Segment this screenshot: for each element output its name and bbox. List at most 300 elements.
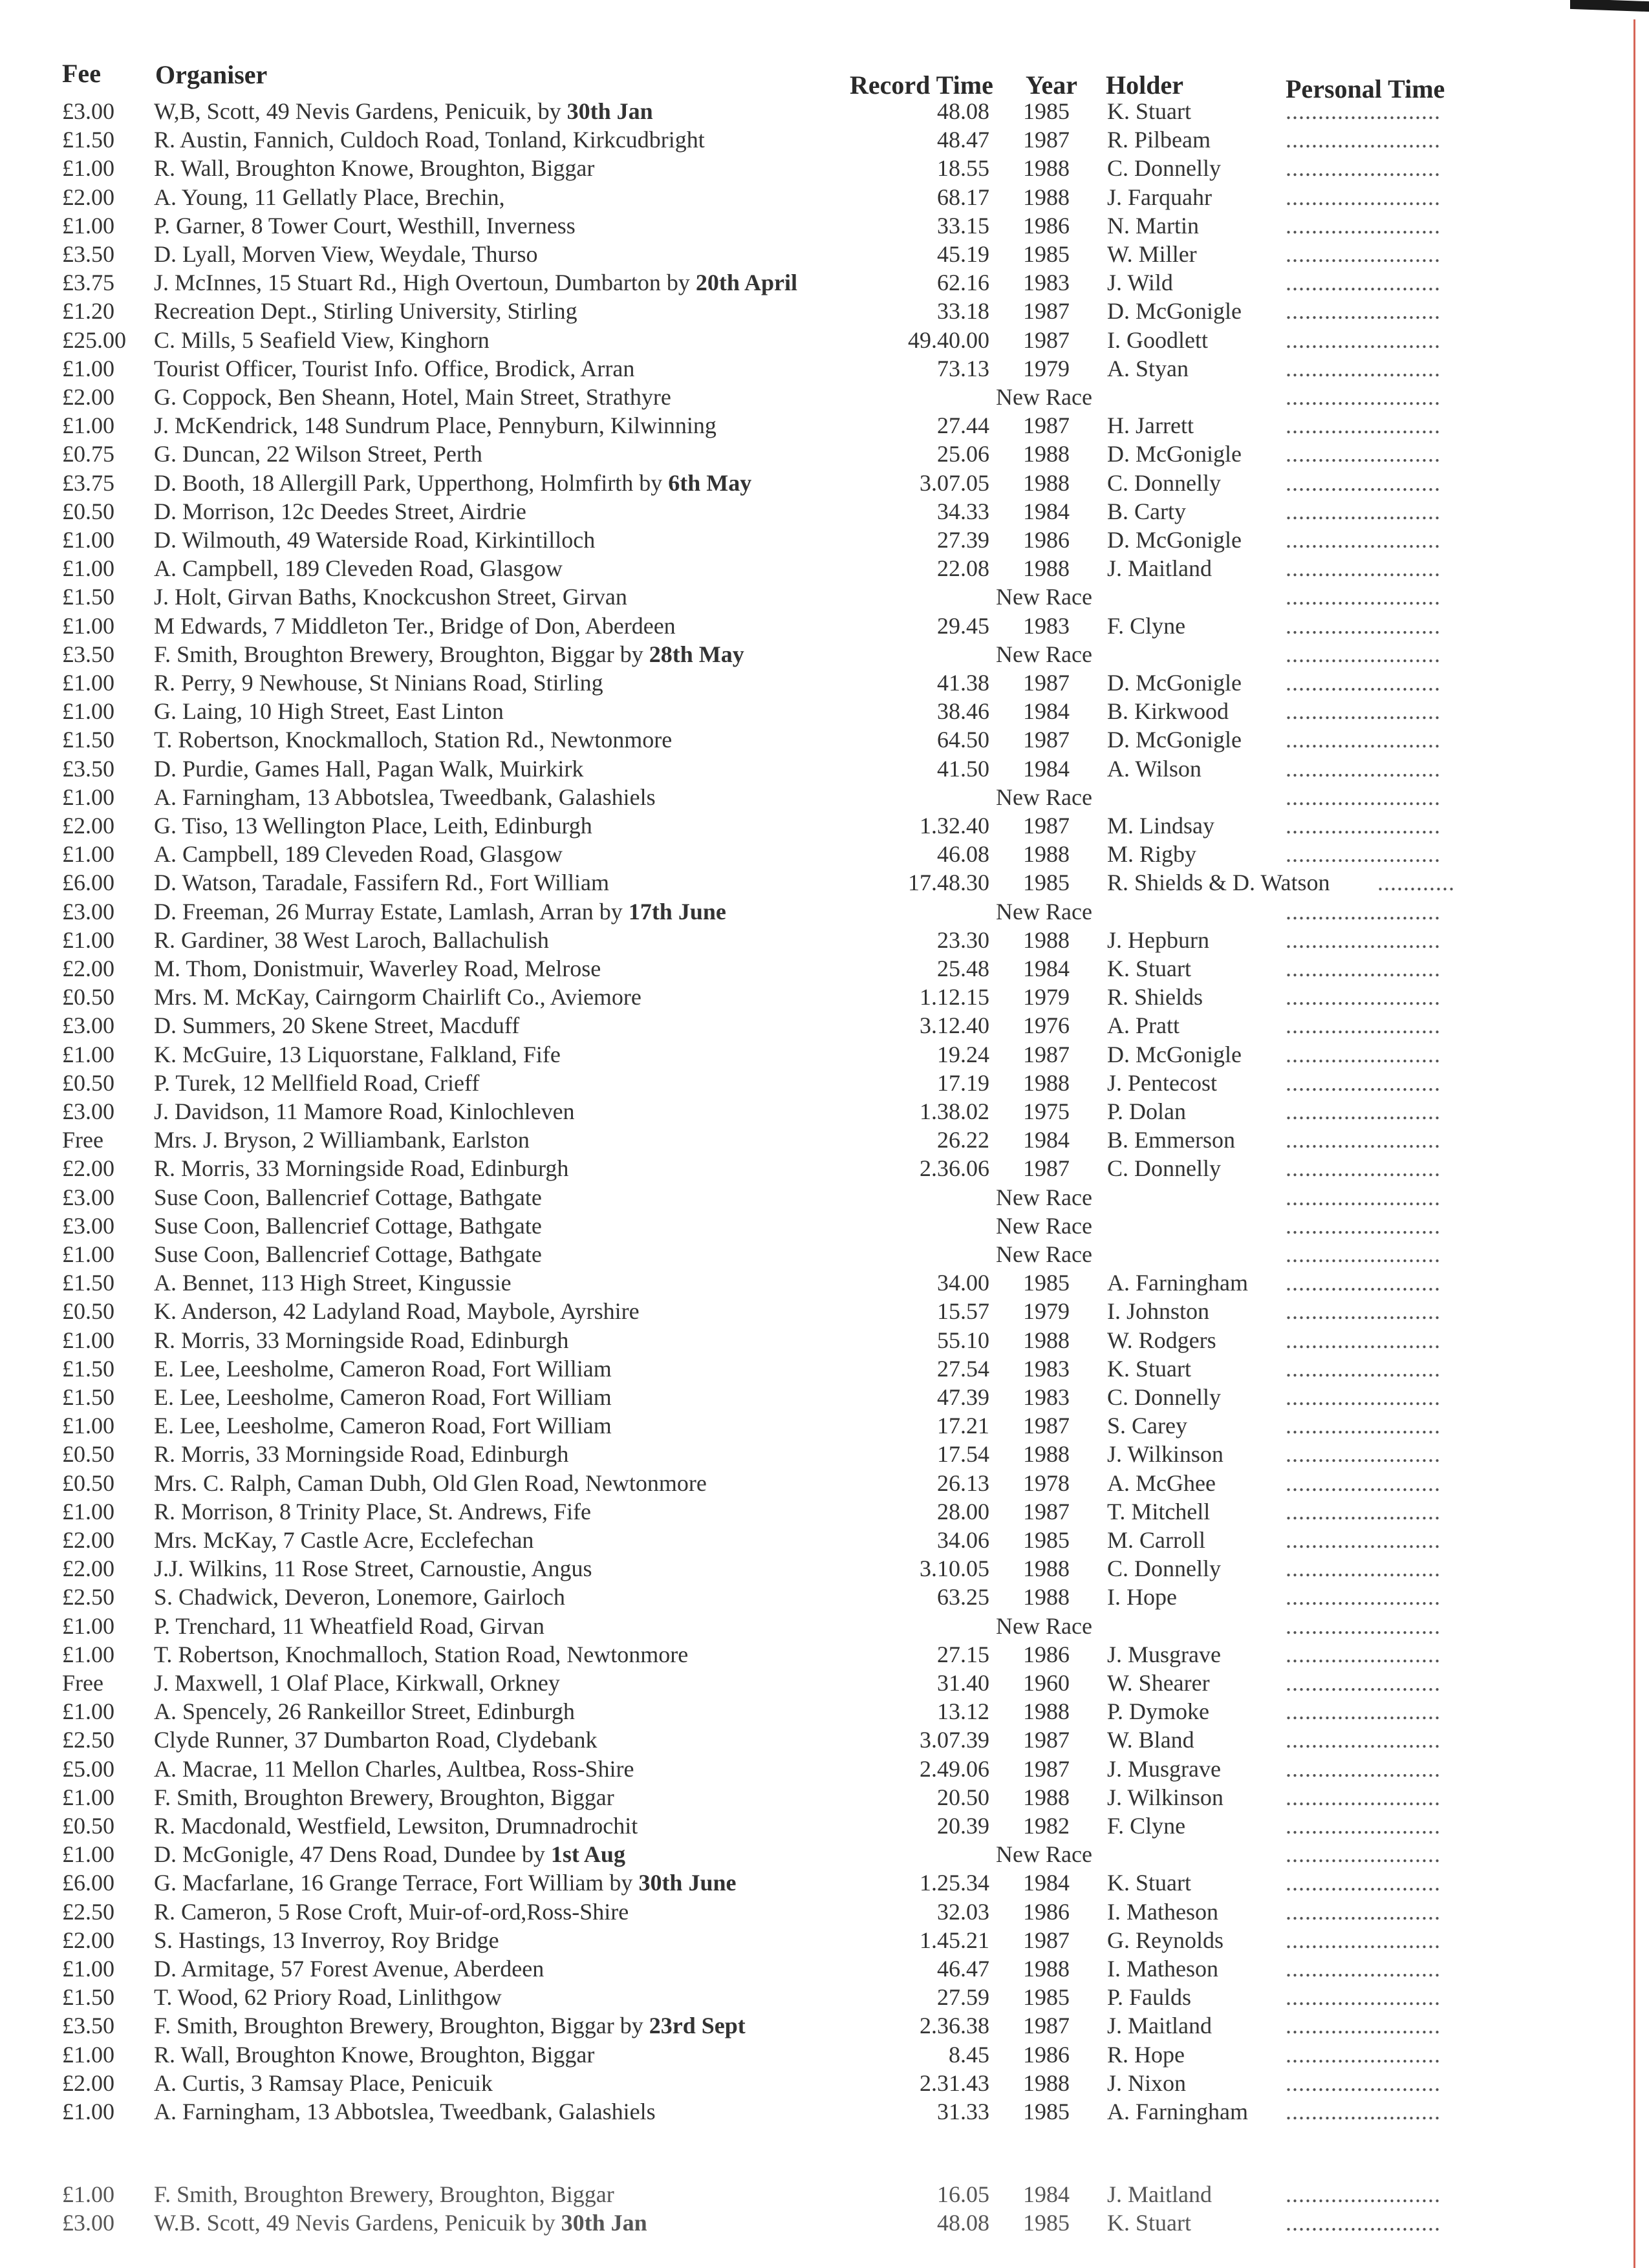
personal-time-field[interactable]: ........................: [1286, 2210, 1441, 2236]
table-row: [0, 1297, 1649, 1325]
record-time-cell: 34.06: [937, 1527, 989, 1553]
personal-time-field[interactable]: ........................: [1286, 1813, 1441, 1839]
personal-time-field[interactable]: ........................: [1286, 756, 1441, 782]
fee-cell: £3.75: [62, 470, 114, 496]
holder-cell: R. Pilbeam: [1107, 127, 1211, 153]
entry-deadline: 30th Jan: [561, 2210, 647, 2236]
organiser-cell: [154, 2180, 614, 2209]
organiser-cell: [154, 1640, 688, 1669]
personal-time-field[interactable]: ........................: [1286, 1098, 1441, 1124]
organiser-text: Mrs. C. Ralph, Caman Dubh, Old Glen Road, Newtonmore: [154, 1470, 707, 1496]
header-year: Year: [1026, 70, 1077, 100]
personal-time-field[interactable]: ........................: [1286, 1899, 1441, 1925]
personal-time-field[interactable]: ........................: [1286, 1327, 1441, 1353]
personal-time-field[interactable]: ........................: [1286, 2042, 1441, 2068]
fee-cell: £1.50: [62, 1270, 114, 1296]
record-time-cell: 15.57: [937, 1298, 989, 1324]
organiser-text: R. Morrison, 8 Trinity Place, St. Andrews, Fife: [154, 1499, 592, 1524]
personal-time-field[interactable]: ........................: [1286, 470, 1441, 496]
entry-deadline: 30th Jan: [566, 98, 653, 124]
record-time-cell: 1.38.02: [920, 1098, 989, 1124]
table-row: [0, 725, 1649, 754]
personal-time-field[interactable]: ........................: [1286, 527, 1441, 553]
personal-time-field[interactable]: ........................: [1286, 584, 1441, 610]
table-row: [0, 811, 1649, 840]
personal-time-field[interactable]: ........................: [1286, 2099, 1441, 2124]
personal-time-field[interactable]: ........................: [1286, 184, 1441, 210]
year-cell: 1987: [1023, 670, 1070, 696]
organiser-text: M Edwards, 7 Middleton Ter., Bridge of Don, Aberdeen: [154, 613, 676, 639]
record-time-cell: 13.12: [937, 1698, 989, 1724]
organiser-cell: [154, 1497, 591, 1526]
fee-cell: £1.00: [62, 841, 114, 867]
fee-cell: £0.50: [62, 1070, 114, 1096]
year-cell: 1983: [1023, 1356, 1070, 1382]
record-time-cell: 1.32.40: [920, 813, 989, 839]
organiser-cell: [154, 1954, 544, 1983]
table-row: [0, 154, 1649, 182]
record-time-cell: 27.15: [937, 1642, 989, 1667]
personal-time-field[interactable]: ........................: [1286, 555, 1441, 581]
personal-time-field[interactable]: ........................: [1286, 841, 1441, 867]
year-cell: 1986: [1023, 527, 1070, 553]
organiser-text: D. Wilmouth, 49 Waterside Road, Kirkintilloch: [154, 527, 596, 553]
organiser-cell: [154, 1297, 640, 1325]
organiser-text: Suse Coon, Ballencrief Cottage, Bathgate: [154, 1213, 542, 1239]
table-row: [0, 983, 1649, 1011]
year-cell: 1983: [1023, 270, 1070, 295]
organiser-text: M. Thom, Donistmuir, Waverley Road, Melrose: [154, 956, 601, 981]
year-cell: 1975: [1023, 1098, 1070, 1124]
fee-cell: £1.00: [62, 1042, 114, 1067]
fee-cell: £1.00: [62, 1499, 114, 1524]
personal-time-field[interactable]: ........................: [1286, 1155, 1441, 1181]
personal-time-field[interactable]: ........................: [1286, 1042, 1441, 1067]
holder-cell: B. Kirkwood: [1107, 698, 1229, 724]
year-cell: 1984: [1023, 698, 1070, 724]
organiser-cell: [154, 669, 603, 697]
organiser-cell: [154, 326, 490, 354]
holder-cell: M. Lindsay: [1107, 813, 1214, 839]
fee-cell: £6.00: [62, 870, 114, 895]
entry-deadline: 28th May: [649, 641, 744, 667]
record-time-cell: 2.31.43: [920, 2070, 989, 2096]
personal-time-field[interactable]: ........................: [1286, 899, 1441, 925]
fee-cell: £1.00: [62, 1956, 114, 1982]
year-cell: 1987: [1023, 1042, 1070, 1067]
record-time-cell: 27.54: [937, 1356, 989, 1382]
organiser-text: R. Morris, 33 Morningside Road, Edinburgh: [154, 1155, 569, 1181]
personal-time-field[interactable]: ........................: [1286, 1670, 1441, 1696]
record-time-cell: 32.03: [937, 1899, 989, 1925]
holder-cell: T. Mitchell: [1107, 1499, 1211, 1524]
personal-time-field[interactable]: ........................: [1286, 1756, 1441, 1782]
table-row: [0, 297, 1649, 325]
year-cell: 1984: [1023, 2181, 1070, 2207]
year-cell: 1985: [1023, 98, 1070, 124]
record-time-cell: 34.33: [937, 498, 989, 524]
fee-cell: £1.00: [62, 356, 114, 381]
table-row: [0, 697, 1649, 725]
year-cell: 1984: [1023, 1870, 1070, 1896]
holder-cell: A. McGhee: [1107, 1470, 1216, 1496]
organiser-text: T. Robertson, Knochmalloch, Station Road, Newtonmore: [154, 1642, 689, 1667]
holder-cell: K. Stuart: [1107, 98, 1191, 124]
holder-cell: C. Donnelly: [1107, 155, 1221, 181]
personal-time-field[interactable]: ........................: [1286, 155, 1441, 181]
organiser-text: F. Smith, Broughton Brewery, Broughton, Biggar by: [154, 2013, 649, 2038]
personal-time-field[interactable]: ........................: [1286, 298, 1441, 324]
year-cell: 1987: [1023, 327, 1070, 353]
table-row: [0, 497, 1649, 526]
fee-cell: £0.50: [62, 1470, 114, 1496]
personal-time-field[interactable]: ........................: [1286, 1870, 1441, 1896]
record-time-cell: 64.50: [937, 727, 989, 753]
year-cell: 1988: [1023, 1956, 1070, 1982]
table-row: [0, 383, 1649, 411]
record-time-cell: 48.08: [937, 2210, 989, 2236]
organiser-text: Tourist Officer, Tourist Info. Office, Brodick, Arran: [154, 356, 635, 381]
holder-cell: D. McGonigle: [1107, 527, 1242, 553]
personal-time-field[interactable]: ........................: [1286, 241, 1441, 267]
record-time-cell: 41.38: [937, 670, 989, 696]
year-cell: 1986: [1023, 213, 1070, 239]
fee-cell: £25.00: [62, 327, 126, 353]
holder-cell: C. Donnelly: [1107, 1384, 1221, 1410]
record-time-cell: 47.39: [937, 1384, 989, 1410]
fee-cell: £1.00: [62, 412, 114, 438]
table-row: [0, 1354, 1649, 1383]
table-row: [0, 183, 1649, 211]
personal-time-field[interactable]: ........................: [1286, 441, 1441, 467]
table-row: [0, 211, 1649, 240]
table-row: [0, 2097, 1649, 2126]
organiser-cell: [154, 354, 634, 383]
personal-time-field[interactable]: ........................: [1286, 1298, 1441, 1324]
year-cell: 1988: [1023, 1327, 1070, 1353]
holder-cell: P. Dolan: [1107, 1098, 1187, 1124]
year-cell: 1987: [1023, 727, 1070, 753]
record-time-cell: 38.46: [937, 698, 989, 724]
table-row: [0, 440, 1649, 468]
holder-cell: I. Goodlett: [1107, 327, 1208, 353]
year-cell: 1987: [1023, 1155, 1070, 1181]
personal-time-field[interactable]: ........................: [1286, 984, 1441, 1010]
record-time-cell: 17.54: [937, 1441, 989, 1467]
personal-time-field[interactable]: ........................: [1286, 956, 1441, 981]
entry-deadline: 1st Aug: [550, 1841, 625, 1867]
personal-time-field[interactable]: ........................: [1286, 213, 1441, 239]
organiser-cell: [154, 1212, 542, 1240]
entry-deadline: 6th May: [668, 470, 752, 496]
record-time-cell: 2.36.38: [920, 2013, 989, 2038]
table-row: [0, 554, 1649, 583]
personal-time-field[interactable]: ........................: [1286, 1012, 1441, 1038]
table-row: [0, 1983, 1649, 2011]
table-row: [0, 1583, 1649, 1611]
personal-time-field[interactable]: ........................: [1286, 1841, 1441, 1867]
table-row: [0, 1812, 1649, 1840]
personal-time-field[interactable]: ........................: [1286, 670, 1441, 696]
holder-cell: R. Hope: [1107, 2042, 1185, 2068]
table-row: [0, 840, 1649, 868]
organiser-text: R. Wall, Broughton Knowe, Broughton, Biggar: [154, 155, 595, 181]
table-row: [0, 1069, 1649, 1097]
organiser-text: W,B, Scott, 49 Nevis Gardens, Penicuik, by: [154, 98, 567, 124]
organiser-cell: [154, 125, 705, 154]
fee-cell: £1.00: [62, 213, 114, 239]
year-cell: 1979: [1023, 984, 1070, 1010]
record-time-cell: 46.08: [937, 841, 989, 867]
personal-time-field[interactable]: ........................: [1286, 1213, 1441, 1239]
table-row: [0, 669, 1649, 697]
record-time-cell: 17.21: [937, 1413, 989, 1439]
holder-cell: K. Stuart: [1107, 1870, 1191, 1896]
header-organiser: Organiser: [155, 60, 268, 89]
fee-cell: £1.50: [62, 1984, 114, 2010]
table-row: [0, 1526, 1649, 1554]
personal-time-field[interactable]: ........................: [1286, 641, 1441, 667]
organiser-cell: [154, 297, 577, 325]
fee-cell: £1.00: [62, 1698, 114, 1724]
organiser-cell: [154, 1612, 544, 1640]
organiser-cell: [154, 868, 609, 897]
organiser-text: J.J. Wilkins, 11 Rose Street, Carnoustie, Angus: [154, 1556, 592, 1581]
holder-cell: M. Rigby: [1107, 841, 1197, 867]
fee-cell: £1.00: [62, 1613, 114, 1639]
holder-cell: B. Emmerson: [1107, 1127, 1235, 1153]
fee-cell: £1.00: [62, 2181, 114, 2207]
organiser-text: R. Macdonald, Westfield, Lewsiton, Drumnadrochit: [154, 1813, 638, 1839]
personal-time-field[interactable]: ........................: [1286, 98, 1441, 124]
fee-cell: £2.00: [62, 1155, 114, 1181]
personal-time-field[interactable]: ........................: [1286, 1556, 1441, 1581]
fee-cell: £1.00: [62, 1841, 114, 1867]
personal-time-field[interactable]: ........................: [1286, 356, 1441, 381]
table-row: [0, 1840, 1649, 1868]
year-cell: 1987: [1023, 2013, 1070, 2038]
record-time-cell: 3.12.40: [920, 1012, 989, 1038]
fee-cell: £1.00: [62, 1413, 114, 1439]
personal-time-field[interactable]: ........................: [1286, 813, 1441, 839]
organiser-cell: [154, 811, 592, 840]
fee-cell: £0.50: [62, 1813, 114, 1839]
year-cell: 1987: [1023, 412, 1070, 438]
personal-time-field[interactable]: ........................: [1286, 270, 1441, 295]
table-row: [0, 612, 1649, 640]
record-time-cell: 19.24: [937, 1042, 989, 1067]
personal-time-field[interactable]: ........................: [1286, 1642, 1441, 1667]
record-time-cell: 55.10: [937, 1327, 989, 1353]
personal-time-field[interactable]: ........................: [1286, 2181, 1441, 2207]
organiser-cell: [154, 497, 526, 526]
record-time-cell: 68.17: [937, 184, 989, 210]
table-row: [0, 1183, 1649, 1212]
fee-cell: £2.00: [62, 1556, 114, 1581]
organiser-text: K. McGuire, 13 Liquorstane, Falkland, Fife: [154, 1042, 561, 1067]
personal-time-field[interactable]: ........................: [1286, 327, 1441, 353]
personal-time-field[interactable]: ........................: [1286, 1127, 1441, 1153]
organiser-text: R. Morris, 33 Morningside Road, Edinburgh: [154, 1327, 569, 1353]
personal-time-field[interactable]: ........................: [1286, 1784, 1441, 1810]
organiser-cell: [154, 1069, 479, 1097]
record-time-cell: 62.16: [937, 270, 989, 295]
organiser-text: A. Bennet, 113 High Street, Kingussie: [154, 1270, 512, 1296]
fee-cell: £6.00: [62, 1870, 114, 1896]
table-row: [0, 1726, 1649, 1754]
new-race-label: New Race: [996, 384, 1092, 410]
personal-time-field[interactable]: ........................: [1286, 1727, 1441, 1753]
organiser-cell: [154, 1326, 568, 1354]
record-time-cell: 31.40: [937, 1670, 989, 1696]
year-cell: 1988: [1023, 184, 1070, 210]
year-cell: 1988: [1023, 1556, 1070, 1581]
personal-time-field[interactable]: ........................: [1286, 412, 1441, 438]
organiser-text: J. Davidson, 11 Mamore Road, Kinlochleven: [154, 1098, 575, 1124]
fee-cell: £2.50: [62, 1727, 114, 1753]
personal-time-field[interactable]: ........................: [1286, 127, 1441, 153]
organiser-cell: [154, 583, 627, 611]
holder-cell: W. Rodgers: [1107, 1327, 1216, 1353]
personal-time-field[interactable]: ........................: [1286, 613, 1441, 639]
organiser-text: F. Smith, Broughton Brewery, Broughton, Biggar: [154, 1784, 614, 1810]
organiser-text: K. Anderson, 42 Ladyland Road, Maybole, Ayrshire: [154, 1298, 640, 1324]
personal-time-field[interactable]: ........................: [1286, 698, 1441, 724]
record-time-cell: 3.07.39: [920, 1727, 989, 1753]
personal-time-field[interactable]: ........................: [1286, 1527, 1441, 1553]
year-cell: 1987: [1023, 1413, 1070, 1439]
personal-time-field[interactable]: ........................: [1286, 498, 1441, 524]
organiser-cell: [154, 1840, 625, 1868]
fee-cell: £2.50: [62, 1899, 114, 1925]
holder-cell: I. Johnston: [1107, 1298, 1210, 1324]
organiser-cell: [154, 211, 576, 240]
record-time-cell: 34.00: [937, 1270, 989, 1296]
table-row: [0, 2011, 1649, 2040]
personal-time-field[interactable]: ........................: [1286, 1984, 1441, 2010]
personal-time-field[interactable]: ........................: [1286, 1698, 1441, 1724]
organiser-text: P. Garner, 8 Tower Court, Westhill, Inverness: [154, 213, 576, 239]
fee-cell: £1.20: [62, 298, 114, 324]
holder-cell: P. Faulds: [1107, 1984, 1192, 2010]
personal-time-field[interactable]: ........................: [1286, 1184, 1441, 1210]
personal-time-field[interactable]: ........................: [1286, 1441, 1441, 1467]
personal-time-field[interactable]: ........................: [1286, 1499, 1441, 1524]
organiser-text: C. Mills, 5 Seafield View, Kinghorn: [154, 327, 490, 353]
personal-time-field[interactable]: ........................: [1286, 1613, 1441, 1639]
fee-cell: £2.00: [62, 384, 114, 410]
entry-deadline: 23rd Sept: [649, 2013, 746, 2038]
fee-cell: £3.50: [62, 2013, 114, 2038]
organiser-text: R. Austin, Fannich, Culdoch Road, Tonland, Kirkcudbright: [154, 127, 705, 153]
organiser-text: A. Campbell, 189 Cleveden Road, Glasgow: [154, 555, 563, 581]
year-cell: 1988: [1023, 1441, 1070, 1467]
personal-time-field[interactable]: ........................: [1286, 1584, 1441, 1610]
personal-time-field[interactable]: ........................: [1286, 1956, 1441, 1982]
fee-cell: £2.00: [62, 813, 114, 839]
table-row: [0, 1097, 1649, 1126]
table-row: [0, 1554, 1649, 1583]
fee-cell: Free: [62, 1127, 103, 1153]
personal-time-field[interactable]: ........................: [1286, 1356, 1441, 1382]
table-row: [0, 926, 1649, 954]
organiser-text: F. Smith, Broughton Brewery, Broughton, Biggar by: [154, 641, 649, 667]
organiser-cell: [154, 526, 595, 554]
organiser-cell: [154, 183, 505, 211]
holder-cell: M. Carroll: [1107, 1527, 1205, 1553]
holder-cell: P. Dymoke: [1107, 1698, 1210, 1724]
holder-cell: D. McGonigle: [1107, 441, 1242, 467]
personal-time-field[interactable]: ........................: [1286, 1470, 1441, 1496]
personal-time-field[interactable]: ........................: [1286, 384, 1441, 410]
personal-time-field[interactable]: ........................: [1286, 1413, 1441, 1439]
table-row: [0, 411, 1649, 440]
personal-time-field[interactable]: ........................: [1286, 1384, 1441, 1410]
organiser-text: P. Turek, 12 Mellfield Road, Crieff: [154, 1070, 480, 1096]
new-race-label: New Race: [996, 899, 1092, 925]
organiser-text: T. Robertson, Knockmalloch, Station Rd., Newtonmore: [154, 727, 673, 753]
year-cell: 1976: [1023, 1012, 1070, 1038]
organiser-cell: [154, 2097, 656, 2126]
organiser-text: R. Perry, 9 Newhouse, St Ninians Road, Stirling: [154, 670, 603, 696]
holder-cell: I. Matheson: [1107, 1899, 1218, 1925]
personal-time-field[interactable]: ........................: [1286, 727, 1441, 753]
personal-time-field[interactable]: ............: [1377, 870, 1455, 895]
organiser-cell: [154, 725, 672, 754]
personal-time-field[interactable]: ........................: [1286, 1927, 1441, 1953]
year-cell: 1985: [1023, 241, 1070, 267]
personal-time-field[interactable]: ........................: [1286, 1241, 1441, 1267]
year-cell: 1983: [1023, 1384, 1070, 1410]
organiser-text: S. Chadwick, Deveron, Lonemore, Gairloch: [154, 1584, 565, 1610]
organiser-text: R. Gardiner, 38 West Laroch, Ballachulish: [154, 927, 549, 953]
footer-row: [0, 2180, 1649, 2209]
entry-deadline: 20th April: [695, 270, 797, 295]
record-time-cell: 28.00: [937, 1499, 989, 1524]
fee-cell: £1.00: [62, 1327, 114, 1353]
personal-time-field[interactable]: ........................: [1286, 2070, 1441, 2096]
year-cell: 1988: [1023, 155, 1070, 181]
record-time-cell: 25.06: [937, 441, 989, 467]
record-time-cell: 2.49.06: [920, 1756, 989, 1782]
fee-cell: £1.00: [62, 1642, 114, 1667]
holder-cell: D. McGonigle: [1107, 1042, 1242, 1067]
organiser-text: D. Booth, 18 Allergill Park, Upperthong, Holmfirth by: [154, 470, 669, 496]
year-cell: 1987: [1023, 1756, 1070, 1782]
new-race-label: New Race: [996, 784, 1092, 810]
record-time-cell: 17.48.30: [908, 870, 989, 895]
organiser-cell: [154, 1526, 534, 1554]
holder-cell: I. Hope: [1107, 1584, 1177, 1610]
organiser-cell: [154, 469, 751, 497]
personal-time-field[interactable]: ........................: [1286, 784, 1441, 810]
personal-time-field[interactable]: ........................: [1286, 1270, 1441, 1296]
holder-cell: J. Pentecost: [1107, 1070, 1217, 1096]
header-fee: Fee: [62, 59, 101, 88]
table-row: [0, 125, 1649, 154]
table-row: [0, 1612, 1649, 1640]
personal-time-field[interactable]: ........................: [1286, 2013, 1441, 2038]
organiser-cell: [154, 154, 594, 182]
personal-time-field[interactable]: ........................: [1286, 1070, 1441, 1096]
record-time-cell: 48.08: [937, 98, 989, 124]
personal-time-field[interactable]: ........................: [1286, 927, 1441, 953]
organiser-cell: [154, 697, 504, 725]
table-row: [0, 1011, 1649, 1040]
organiser-cell: [154, 926, 549, 954]
table-row: [0, 1640, 1649, 1669]
new-race-label: New Race: [996, 1841, 1092, 1867]
